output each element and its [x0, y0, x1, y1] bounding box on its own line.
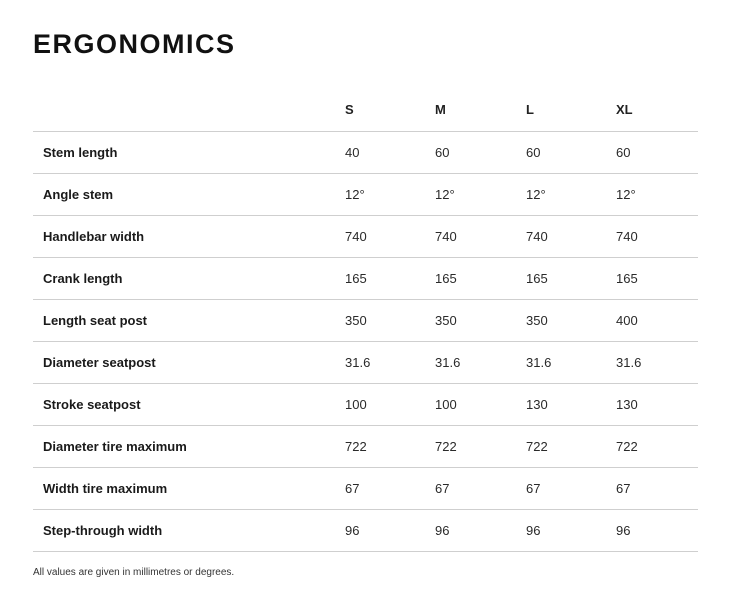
table-cell: 31.6 [526, 354, 552, 370]
header-empty-cell [33, 88, 345, 131]
row-label: Step-through width [43, 522, 163, 538]
table-cell: 67 [526, 480, 541, 496]
table-cell: 722 [435, 438, 457, 454]
table-cell: 165 [526, 270, 548, 286]
table-cell: 96 [616, 522, 631, 538]
table-cell: 740 [435, 228, 457, 244]
table-cell: 400 [616, 312, 638, 328]
table-cell: 12° [435, 186, 455, 202]
table-cell: 60 [435, 144, 450, 160]
table-cell: 100 [435, 396, 457, 412]
table-cell: 60 [526, 144, 541, 160]
table-cell: 350 [435, 312, 457, 328]
table-cell: 96 [345, 522, 360, 538]
ergonomics-table [33, 88, 698, 552]
table-row [33, 299, 698, 341]
table-cell: 96 [526, 522, 541, 538]
table-row [33, 341, 698, 383]
table-cell: 740 [345, 228, 367, 244]
table-row [33, 467, 698, 509]
table-row [33, 383, 698, 425]
column-header-l: L [526, 101, 534, 117]
column-header-xl: XL [616, 101, 633, 117]
row-label: Width tire maximum [43, 480, 168, 496]
table-cell: 67 [435, 480, 450, 496]
table-cell: 40 [345, 144, 360, 160]
row-label: Handlebar width [43, 228, 145, 244]
table-cell: 60 [616, 144, 631, 160]
table-cell: 31.6 [435, 354, 461, 370]
table-cell: 67 [345, 480, 360, 496]
table-cell: 350 [526, 312, 548, 328]
table-cell: 722 [526, 438, 548, 454]
table-cell: 740 [526, 228, 548, 244]
table-cell: 31.6 [345, 354, 371, 370]
table-cell: 130 [526, 396, 548, 412]
table-cell: 722 [345, 438, 367, 454]
table-cell: 740 [616, 228, 638, 244]
table-row [33, 215, 698, 257]
column-header-m: M [435, 101, 446, 117]
table-row [33, 131, 698, 173]
footnote: All values are given in millimetres or degrees. [33, 567, 235, 578]
table-cell: 130 [616, 396, 638, 412]
table-row [33, 509, 698, 551]
table-row [33, 173, 698, 215]
page-title: ERGONOMICS [33, 29, 236, 59]
table-cell: 165 [435, 270, 457, 286]
row-label: Stem length [43, 144, 118, 160]
row-label: Diameter tire maximum [43, 438, 187, 454]
table-row [33, 425, 698, 467]
table-cell: 100 [345, 396, 367, 412]
row-label: Stroke seatpost [43, 396, 141, 412]
table-header-row [33, 88, 698, 131]
row-label: Crank length [43, 270, 123, 286]
table-cell: 12° [616, 186, 636, 202]
row-label: Length seat post [43, 312, 148, 328]
column-header-s: S [345, 101, 354, 117]
table-cell: 165 [345, 270, 367, 286]
table-cell: 96 [435, 522, 450, 538]
table-cell: 722 [616, 438, 638, 454]
row-label: Angle stem [43, 186, 114, 202]
table-cell: 31.6 [616, 354, 642, 370]
table-cell: 350 [345, 312, 367, 328]
table-cell: 67 [616, 480, 631, 496]
table-row [33, 257, 698, 299]
table-cell: 12° [526, 186, 546, 202]
table-cell: 12° [345, 186, 365, 202]
row-label: Diameter seatpost [43, 354, 156, 370]
table-cell: 165 [616, 270, 638, 286]
